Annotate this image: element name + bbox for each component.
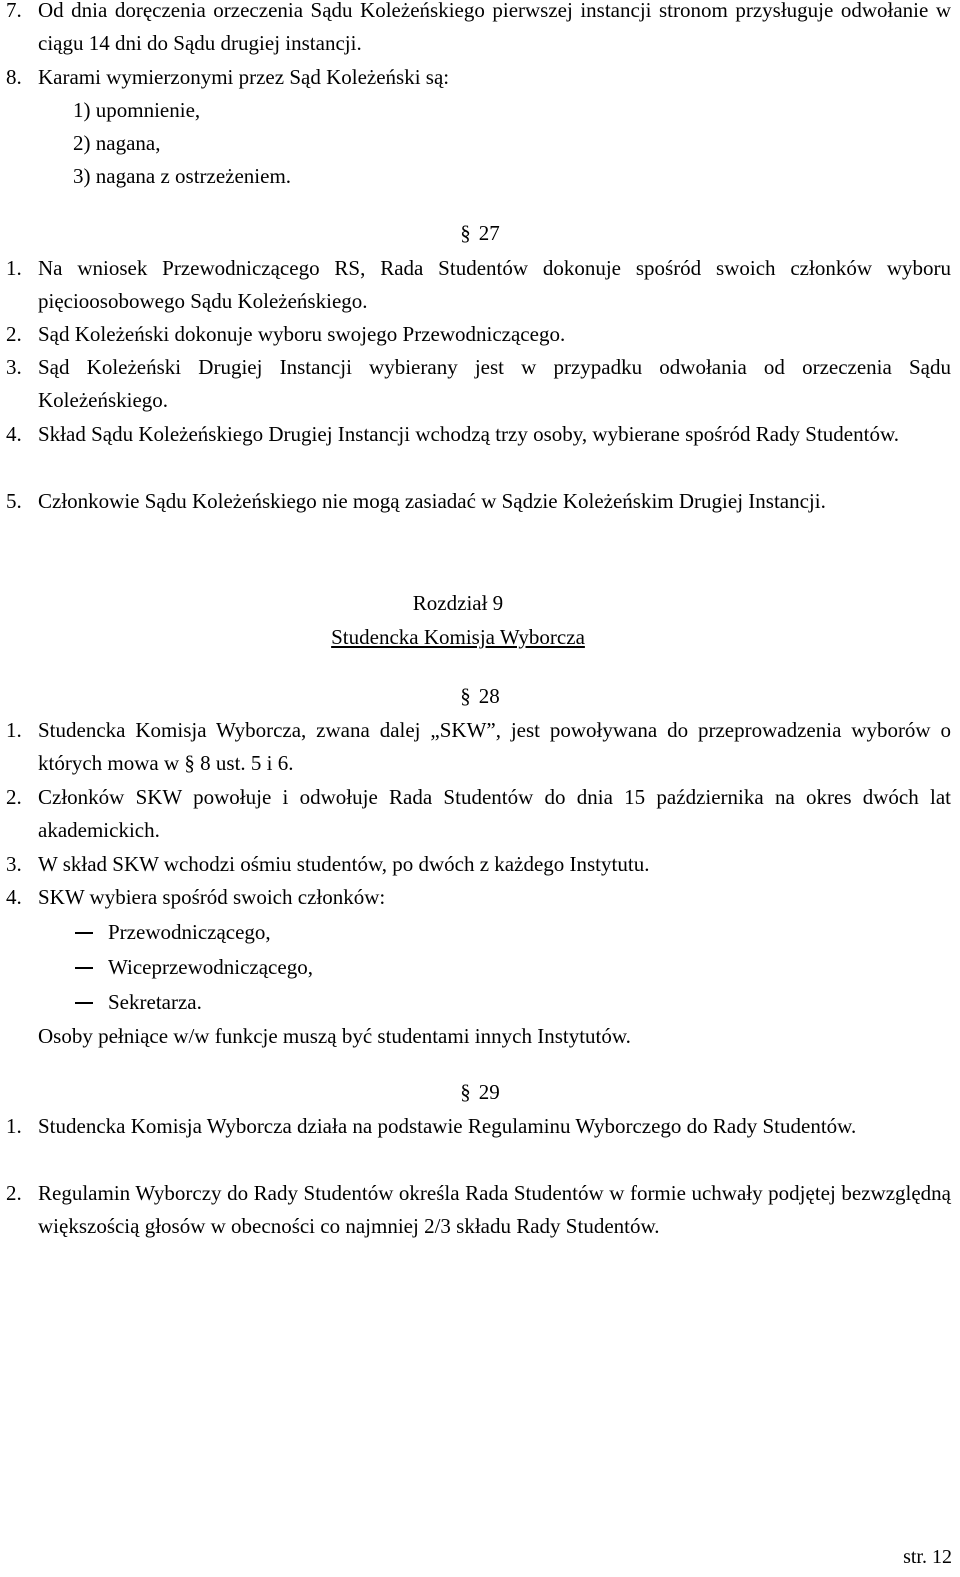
list-item (6, 485, 951, 518)
list-item (6, 1177, 951, 1243)
role-item (75, 986, 575, 1019)
item-number: 1. (6, 256, 22, 280)
item-text: Karami wymierzonymi przez Sąd Koleżeński są: (38, 65, 450, 89)
list-item (6, 252, 951, 318)
item-text: Sąd Koleżeński dokonuje wyboru swojego Przewodniczącego. (38, 322, 566, 346)
item-text-part: Studencka Komisja Wyborcza, zwana dalej „SKW”, jest powoływana do przeprowadzenia wyborów o których mowa w (38, 718, 951, 775)
list-item (6, 781, 951, 847)
penalty-item: 3) nagana z ostrzeżeniem. (73, 164, 292, 188)
role-item (75, 916, 575, 949)
item-number: 8. (6, 65, 22, 89)
dash-bullet-icon (75, 932, 93, 934)
item-text (38, 714, 951, 780)
page-number: str. 12 (903, 1546, 952, 1568)
item-text: Studencka Komisja Wyborcza działa na podstawie Regulaminu Wyborczego do Rady Studentów. (38, 1114, 857, 1138)
section-sign: § (184, 751, 195, 775)
item-text: Sąd Koleżeński Drugiej Instancji wybierany jest w przypadku odwołania od orzeczenia Sądu Koleżeńskiego. (38, 355, 951, 412)
section-sign: § (460, 684, 471, 708)
item-number: 1. (6, 1114, 22, 1138)
dash-bullet-icon (75, 967, 93, 969)
item-text: W skład SKW wchodzi ośmiu studentów, po dwóch z każdego Instytutu. (38, 852, 650, 876)
item-number: 5. (6, 489, 22, 513)
section-heading-29 (0, 1076, 960, 1109)
chapter-title: Rozdział 9 (412, 591, 504, 615)
section-heading-27 (0, 217, 960, 250)
item-number: 7. (6, 0, 22, 22)
chapter-heading: Studencka Komisja Wyborcza (331, 625, 585, 649)
list-item (6, 351, 951, 417)
item-text-part: 8 ust. 5 i 6. (200, 751, 294, 775)
section-heading-28 (0, 680, 960, 713)
role-text: Sekretarza. (108, 990, 202, 1014)
section-sign: § (460, 221, 471, 245)
note-text: Osoby pełniące w/w funkcje muszą być studentami innych Instytutów. (38, 1024, 631, 1048)
item-text: Członków SKW powołuje i odwołuje Rada Studentów do dnia 15 października na okres dwóch lat akademickich. (38, 785, 951, 842)
item-number: 4. (6, 422, 22, 446)
item-number: 4. (6, 885, 22, 909)
list-item (6, 1110, 951, 1143)
list-item (6, 418, 951, 451)
dash-bullet-icon (75, 1002, 93, 1004)
item-number: 1. (6, 718, 22, 742)
list-item (6, 848, 951, 881)
item-text: Członkowie Sądu Koleżeńskiego nie mogą zasiadać w Sądzie Koleżeńskim Drugiej Instancji. (38, 489, 826, 513)
list-item (6, 61, 951, 94)
item-number: 2. (6, 1181, 22, 1205)
list-item (6, 0, 951, 60)
item-text: Regulamin Wyborczy do Rady Studentów określa Rada Studentów w formie uchwały podjętej bezwzględną większością głosów w obecności co najmniej 2/3 składu Rady Studentów. (38, 1181, 951, 1238)
section-number: 28 (478, 684, 500, 708)
section-number: 27 (478, 221, 500, 245)
list-item (6, 714, 951, 780)
item-text: SKW wybiera spośród swoich członków: (38, 885, 386, 909)
item-text: Skład Sądu Koleżeńskiego Drugiej Instancji wchodzą trzy osoby, wybierane spośród Rady Studentów. (38, 422, 900, 446)
item-number: 3. (6, 852, 22, 876)
list-item (6, 881, 951, 914)
penalty-item: 1) upomnienie, (73, 98, 201, 122)
section-number: 29 (478, 1080, 500, 1104)
item-number: 3. (6, 355, 22, 379)
section-sign: § (460, 1080, 471, 1104)
list-item (6, 318, 951, 351)
item-text: Na wniosek Przewodniczącego RS, Rada Studentów dokonuje spośród swoich członków wyboru pięcioosobowego Sądu Koleżeńskiego. (38, 256, 951, 313)
role-text: Przewodniczącego, (108, 920, 271, 944)
role-item (75, 951, 575, 984)
role-text: Wiceprzewodniczącego, (108, 955, 313, 979)
item-number: 2. (6, 322, 22, 346)
item-text: Od dnia doręczenia orzeczenia Sądu Koleżeńskiego pierwszej instancji stronom przysługuje odwołanie w ciągu 14 dni do Sądu drugiej instancji. (38, 0, 951, 55)
penalty-item: 2) nagana, (73, 131, 161, 155)
item-number: 2. (6, 785, 22, 809)
